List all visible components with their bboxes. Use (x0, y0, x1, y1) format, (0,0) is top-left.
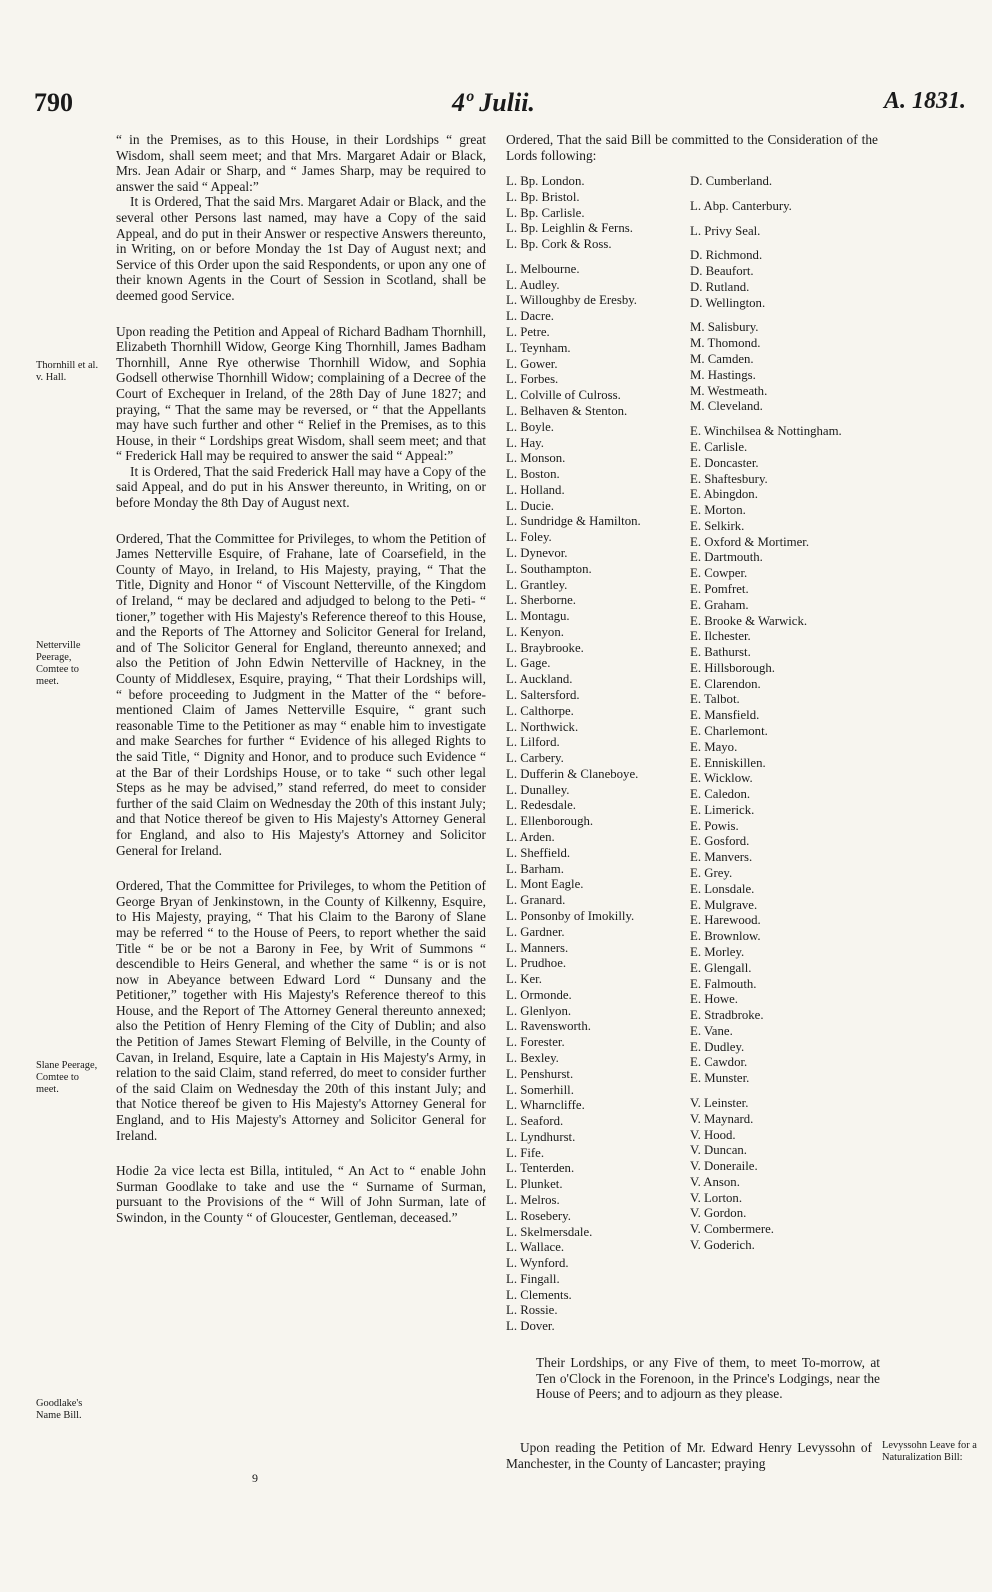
list-item: M. Salisbury. (690, 320, 759, 335)
list-item: E. Manvers. (690, 850, 753, 865)
list-item: D. Wellington. (690, 295, 766, 310)
list-item: L. Saltersford. (506, 688, 580, 702)
paragraph-netterville: Ordered, That the Committee for Privileges, to whom the Petition of James Netterville Esquire, of Frahane, late of Coarsefield, in the County of Mayo, in Ireland, to His Majesty, praying, “ That the Title, Dignity and Honor “ of Viscount Netterville, of the Kingdom of Ireland, “ may be declared and adjudged to belong to the Peti- “ tioner,” together with His Majesty's Reference thereof to this House, and the Reports of The Attorney and Solicitor General for Ireland, and of The Solicitor General for England, thereunto annexed; and also the Petition of John Edwin Netterville of Hackney, in the County of Middlesex, Esquire, praying, “ That their Lordships will, “ before proceeding to Judgment in the Matter of the “ before-mentioned Claim of James Netterville Esquire, “ grant such reasonable Time to the Petitioner as may “ enable him to investigate and make Searches for further “ Evidence of his alleged Rights to the said Title, “ Dignity and Honor, and to produce such Evidence “ at the Bar of their Lordships House, or to take “ such other legal Steps as he may be advised,” stand referred, do meet to consider further of the said Claim on Wednesday the 20th of this instant July; and that Notice thereof be given to His Majesty's Attorney General for England, and also to His Majesty's Attorney and Solicitor General for Ireland. (116, 530, 486, 858)
margin-note-thornhill: Thornhill et al. v. Hall. (36, 360, 99, 383)
list-item: E. Cawdor. (690, 1055, 748, 1070)
list-item: E. Enniskillen. (690, 755, 766, 770)
list-item: E. Pomfret. (690, 581, 749, 596)
list-item: D. Beaufort. (690, 264, 754, 279)
margin-note-slane: Slane Peerage, Comtee to meet. (36, 1060, 98, 1095)
list-item: L. Kenyon. (506, 624, 564, 639)
peers-list (690, 174, 900, 1254)
page-date: 4º Julii. (452, 88, 535, 117)
list-item: E. Dartmouth. (690, 550, 763, 565)
page-number: 790 (34, 88, 73, 117)
list-item: L. Privy Seal. (690, 223, 761, 238)
list-item: E. Glengall. (690, 960, 752, 975)
list-item: E. Shaftesbury. (690, 471, 768, 486)
lords-list (506, 174, 686, 1335)
list-item: L. Dover. (506, 1319, 555, 1334)
paragraph-goodlake-bill: Hodie 2a vice lecta est Billa, intituled, “ An Act to “ enable John Surman Goodlake to take and use the “ Surname of Surman, pursuant to the Provisions of the “ Will of John Surman, late of Swindon, in the County “ of Gloucester, Gentleman, deceased.” (116, 1163, 486, 1225)
list-item: L. Granard. (506, 893, 566, 908)
list-item: E. Mulgrave. (690, 897, 758, 912)
paragraph-slane: Ordered, That the Committee for Privileges, to whom the Petition of George Bryan of Jenkinstown, in the County of Kilkenny, Esquire, to His Majesty, praying, “ That his Claim to the Barony of Slane may be referred “ to the House of Peers, to report whether the said Title “ be or be not a Barony in Fee, by Writ of Summons “ descendible to Heirs General, and whether the same “ is or is not now in Abeyance between Edward Lord “ Dunsany and the Petitioner,” together with His Majesty's Reference thereof to this House, and the Report of The Attorney General thereunto annexed; also the Petition of Henry Fleming of the City of Dublin; and also the Petition of James Stewart Fleming of Belville, in the County of Cavan, in Ireland, Esquire, late a Captain in His Majesty's Army, in relation to the said Claim, stand referred, do meet to consider further of the said Claim on Wednesday the 20th of this instant July; and that Notice thereof be given to His Majesty's Attorney General for England, and to His Majesty's Attorney and Solicitor General for Ireland. (116, 878, 486, 1143)
list-item: V. Doneraile. (690, 1159, 758, 1174)
list-item: L. Audley. (506, 277, 560, 292)
list-item: E. Bathurst. (690, 645, 751, 660)
list-item: E. Gosford. (690, 834, 750, 849)
list-item: E. Powis. (690, 818, 739, 833)
list-item: E. Morton. (690, 503, 746, 518)
list-item: L. Teynham. (506, 340, 571, 355)
list-item: V. Combermere. (690, 1222, 774, 1237)
list-item: L. Dunalley. (506, 782, 570, 797)
list-item: E. Mansfield. (690, 708, 760, 723)
list-item: M. Thomond. (690, 336, 761, 351)
list-item: L. Tenterden. (506, 1161, 575, 1176)
list-item: L. Melbourne. (506, 261, 580, 276)
signature-mark: 9 (252, 1471, 258, 1485)
list-item: L. Ponsonby of Imokilly. (506, 908, 635, 923)
list-item: E. Howe. (690, 992, 738, 1007)
list-item: E. Graham. (690, 597, 749, 612)
list-item: L. Manners. (506, 940, 569, 955)
list-item: L. Redesdale. (506, 798, 577, 813)
list-item: L. Forbes. (506, 372, 559, 387)
margin-note-goodlake: Goodlake's Name Bill. (36, 1398, 83, 1421)
list-item: L. Bexley. (506, 1050, 559, 1065)
list-item: L. Fife. (506, 1145, 545, 1160)
list-item: L. Sherborne. (506, 593, 577, 608)
list-item: E. Dudley. (690, 1039, 745, 1054)
list-item: L. Ormonde. (506, 987, 572, 1002)
list-item: D. Rutland. (690, 279, 750, 294)
list-item: E. Hillsborough. (690, 660, 775, 675)
list-item: L. Prudhoe. (506, 956, 567, 971)
list-item: L. Calthorpe. (506, 703, 574, 718)
list-item: E. Munster. (690, 1071, 750, 1086)
list-item: L. Willoughby de Eresby. (506, 293, 637, 308)
paragraph-adair-appeal: “ in the Premises, as to this House, in their Lordships “ great Wisdom, shall seem meet; and that Mrs. Margaret Adair or Black, Mrs. Jean Adair or Sharp, and “ James Sharp, may be required to answer the said “ Appeal:” (116, 132, 486, 194)
list-item: L. Rossie. (506, 1303, 558, 1318)
list-item: L. Sheffield. (506, 845, 571, 860)
list-item: L. Dacre. (506, 309, 554, 324)
list-item: E. Falmouth. (690, 976, 757, 991)
list-item: E. Clarendon. (690, 676, 761, 691)
list-item: L. Melros. (506, 1193, 560, 1207)
list-item: L. Gardner. (506, 924, 565, 939)
list-item: L. Petre. (506, 325, 550, 340)
list-item: M. Camden. (690, 352, 754, 367)
list-item: E. Limerick. (690, 802, 755, 817)
list-item: L. Montagu. (506, 609, 570, 624)
list-item: M. Hastings. (690, 367, 756, 382)
list-item: L. Lyndhurst. (506, 1129, 576, 1144)
list-item: V. Goderich. (690, 1238, 755, 1252)
list-item: L. Lilford. (506, 735, 560, 750)
list-item: L. Hay. (506, 435, 544, 450)
list-item: E. Cowper. (690, 566, 748, 581)
list-item: M. Westmeath. (690, 383, 768, 398)
list-spacer (690, 215, 900, 224)
list-item: L. Sundridge & Hamilton. (506, 514, 641, 529)
list-item: E. Talbot. (690, 692, 740, 707)
paragraph-thornhill-order: It is Ordered, That the said Frederick Hall may have a Copy of the said Appeal, and do put in his Answer thereunto, in Writing, on or before Monday the 8th Day of August next. (116, 463, 486, 511)
list-item: L. Abp. Canterbury. (690, 198, 792, 213)
list-item: L. Ellenborough. (506, 814, 594, 829)
list-item: L. Bp. Bristol. (506, 189, 580, 204)
list-item: L. Boyle. (506, 419, 554, 434)
list-item: E. Wicklow. (690, 771, 753, 786)
list-item: D. Richmond. (690, 248, 763, 263)
list-item: L. Plunket. (506, 1177, 563, 1192)
list-item: L. Penshurst. (506, 1066, 574, 1081)
list-item: E. Brooke & Warwick. (690, 613, 808, 628)
list-item: L. Fingall. (506, 1271, 560, 1286)
list-item: E. Carlisle. (690, 439, 748, 454)
list-item: L. Mont Eagle. (506, 877, 584, 892)
committee-intro: Ordered, That the said Bill be committed to the Consideration of the Lords following: (506, 132, 878, 163)
list-item: L. Rosebery. (506, 1208, 571, 1223)
list-item: L. Colville of Culross. (506, 388, 621, 403)
list-spacer (690, 311, 900, 320)
list-item: V. Leinster. (690, 1095, 749, 1110)
list-item: L. Foley. (506, 530, 552, 545)
list-item: L. Bp. Leighlin & Ferns. (506, 221, 633, 236)
list-item: L. Arden. (506, 830, 555, 845)
list-item: E. Caledon. (690, 787, 751, 802)
list-item: E. Ilchester. (690, 629, 751, 644)
list-item: L. Dynevor. (506, 545, 568, 560)
list-item: L. Carbery. (506, 751, 564, 766)
list-item: L. Wallace. (506, 1240, 565, 1255)
list-item: L. Belhaven & Stenton. (506, 403, 628, 418)
list-item: L. Dufferin & Claneboye. (506, 766, 639, 781)
left-column (116, 132, 486, 1226)
list-spacer (506, 253, 686, 262)
list-spacer (690, 415, 900, 424)
list-item: E. Grey. (690, 866, 733, 881)
list-item: L. Holland. (506, 482, 565, 497)
list-item: E. Mayo. (690, 739, 738, 754)
list-item: L. Braybrooke. (506, 640, 584, 655)
list-item: L. Auckland. (506, 672, 573, 687)
list-item: L. Forester. (506, 1035, 565, 1050)
list-item: V. Gordon. (690, 1206, 747, 1221)
list-item: L. Monson. (506, 451, 566, 466)
list-item: E. Morley. (690, 944, 745, 959)
list-item: L. Ker. (506, 972, 542, 987)
list-item: V. Hood. (690, 1127, 736, 1142)
list-spacer (690, 1087, 900, 1096)
paragraph-adair-order: It is Ordered, That the said Mrs. Margaret Adair or Black, and the several other Persons last named, may have a Copy of the said Appeal, and do put in their Answer or respective Answers thereunto, in Writing, on or before Monday the 1st Day of August next; and Service of this Order upon the said Respondents, or upon any one of their known Agents in the Court of Session in Scotland, shall be deemed good Service. (116, 194, 486, 303)
list-item: L. Glenlyon. (506, 1003, 572, 1018)
list-item: V. Duncan. (690, 1143, 747, 1158)
list-item: L. Skelmersdale. (506, 1224, 593, 1239)
list-item: L. Boston. (506, 467, 560, 482)
margin-note-levyssohn: Levyssohn Leave for a Naturalization Bill: (882, 1440, 977, 1463)
paragraph-thornhill-petition: Upon reading the Petition and Appeal of Richard Badham Thornhill, Elizabeth Thornhill Widow, George King Thornhill, James Badham Thornhill, Anne Rye otherwise Thornhill Widow, and Sophia Godsell otherwise Thornhill Widow; complaining of a Decree of the Court of Exchequer in Ireland, of the 28th Day of June 1827; and praying, “ That the same may be reversed, or “ that the Appellants may have such further and other “ Relief in the Premises, as to this House, in their “ Lordships great Wisdom, shall seem meet; and that “ Frederick Hall may be required to answer the said “ Appeal:” (116, 323, 486, 464)
list-item: L. Wynford. (506, 1256, 569, 1271)
list-item: L. Bp. Carlisle. (506, 205, 585, 220)
page-year: A. 1831. (883, 88, 966, 114)
list-item: V. Anson. (690, 1174, 740, 1189)
list-item: E. Selkirk. (690, 518, 745, 533)
list-item: L. Ducie. (506, 498, 554, 513)
list-item: L. Northwick. (506, 719, 579, 734)
list-item: L. Southampton. (506, 561, 592, 576)
list-item: E. Harewood. (690, 913, 761, 928)
list-item: E. Abingdon. (690, 487, 758, 502)
list-item: L. Wharncliffe. (506, 1098, 585, 1113)
list-item: E. Vane. (690, 1023, 733, 1038)
list-item: L. Seaford. (506, 1114, 564, 1129)
list-item: L. Gage. (506, 656, 551, 671)
list-item: L. Clements. (506, 1287, 572, 1302)
list-item: E. Brownlow. (690, 929, 761, 944)
list-spacer (690, 190, 900, 199)
list-item: L. Barham. (506, 861, 564, 876)
list-item: L. Bp. Cork & Ross. (506, 237, 612, 252)
margin-note-netterville: Netterville Peerage, Comtee to meet. (36, 640, 81, 687)
list-item: L. Gower. (506, 356, 558, 371)
list-item: L. Grantley. (506, 577, 568, 592)
list-item: L. Ravensworth. (506, 1019, 591, 1034)
list-item: D. Cumberland. (690, 174, 773, 188)
list-item: E. Lonsdale. (690, 881, 755, 896)
list-item: V. Lorton. (690, 1190, 743, 1205)
list-item: E. Charlemont. (690, 724, 768, 738)
list-item: V. Maynard. (690, 1111, 754, 1126)
list-item: E. Winchilsea & Nottingham. (690, 424, 842, 439)
list-item: L. Bp. London. (506, 174, 585, 188)
list-item: E. Doncaster. (690, 455, 759, 470)
list-item: E. Oxford & Mortimer. (690, 534, 810, 549)
list-item: E. Stradbroke. (690, 1008, 764, 1023)
list-item: L. Somerhill. (506, 1082, 574, 1097)
list-spacer (690, 239, 900, 248)
list-item: M. Cleveland. (690, 399, 763, 414)
meeting-paragraph: Their Lordships, or any Five of them, to meet To-morrow, at Ten o'Clock in the Forenoon, in the Prince's Lodgings, near the House of Peers; and to adjourn as they please. (536, 1355, 880, 1402)
levyssohn-paragraph: Upon reading the Petition of Mr. Edward Henry Levyssohn of Manchester, in the County of Lancaster; praying (506, 1440, 872, 1471)
